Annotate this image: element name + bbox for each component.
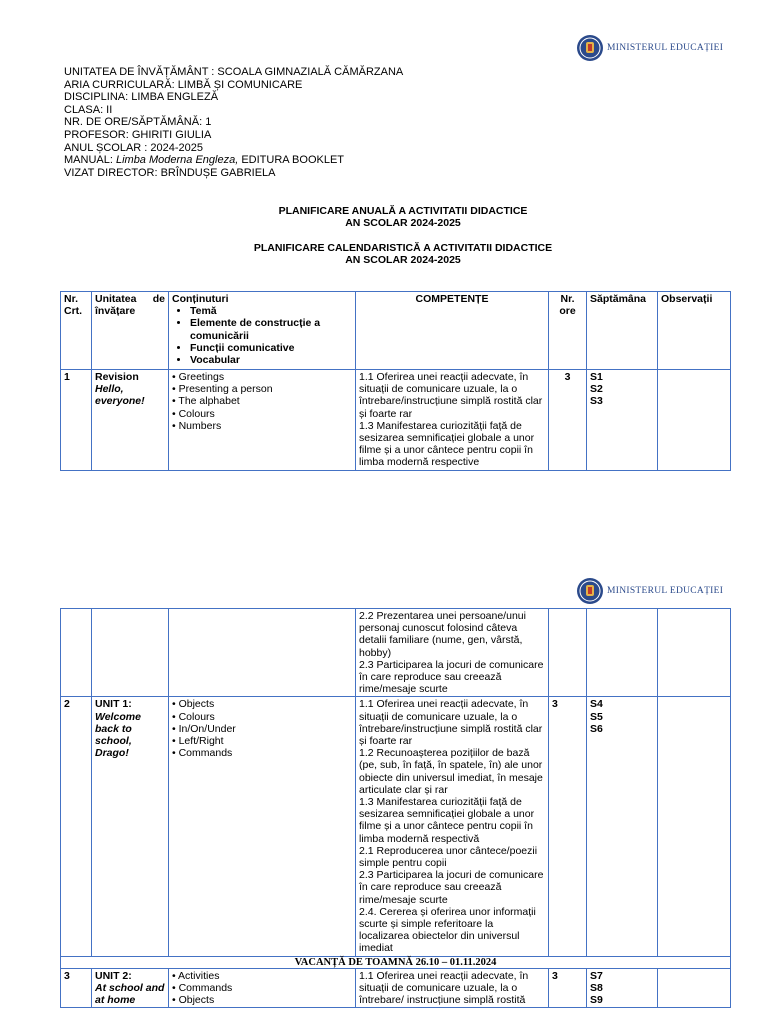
header-line-hours: NR. DE ORE/SĂPTĂMÂNĂ: 1 [64,116,212,129]
row-weeks [587,968,658,1008]
week-item: S7 [590,969,603,982]
content-type-item: • Elemente de construcție a comunicării [190,317,352,341]
manual-title: Limba Moderna Engleza, [115,154,239,167]
week-item: S6 [590,722,603,735]
week-item: S4 [590,698,603,711]
manual-prefix: MANUAL: [64,154,116,167]
row-notes [658,370,731,471]
header-line-director: VIZAT DIRECTOR: BRÎNDUȘE GABRIELA [64,166,276,179]
col-header-unit: Unitatea de învățare [92,292,169,370]
content-type-item: • Vocabular [190,354,352,366]
planning-table-page1 [60,291,731,471]
row-unit [92,697,169,956]
ministry-logo [576,577,723,605]
content-item: • Commands [172,982,352,994]
table-row [61,968,731,1008]
header-line-area: ARIA CURRICULARĂ: LIMBĂ ȘI COMUNICARE [64,78,303,91]
header-line-discipline: DISCIPLINA: LIMBA ENGLEZĂ [64,91,219,104]
content-item: • In/On/Under [172,723,352,735]
week-item: S9 [590,994,603,1007]
table-row [61,697,731,956]
unit-title: UNIT 2: [95,969,132,982]
header-line-manual [64,154,403,167]
row-notes [658,697,731,956]
row-hours: 3 [549,697,587,956]
row-hours: 3 [549,370,587,471]
ministry-crest-icon [576,34,604,62]
vacation-label: VACANȚĂ DE TOAMNĂ 26.10 – 01.11.2024 [61,956,731,968]
col-header-nr: Nr. Crt. [61,292,92,370]
calendar-title: PLANIFICARE CALENDARISTICĂ A ACTIVITATII DIDACTICE [253,242,553,254]
col-header-notes: Observații [658,292,731,370]
row-hours [549,609,587,697]
row-notes [658,609,731,697]
col-header-content [169,292,356,370]
planning-table-page2 [60,608,731,1008]
annual-title: PLANIFICARE ANUALĂ A ACTIVITATII DIDACTICE [278,205,528,217]
row-contents [169,370,356,471]
col-header-competences: COMPETENȚE [356,292,549,370]
unit-name: Hello, everyone! [95,383,145,408]
row-nr [61,609,92,697]
row-contents [169,968,356,1008]
ministry-crest-icon [576,577,604,605]
row-nr: 1 [61,370,92,471]
col-header-week: Săptămâna [587,292,658,370]
row-weeks [587,609,658,697]
manual-suffix: EDITURA BOOKLET [238,154,345,167]
table-row [61,609,731,697]
content-item: • Greetings [172,371,352,383]
unit-title: UNIT 1: [95,698,132,711]
row-nr: 3 [61,968,92,1008]
content-item: • Left/Right [172,735,352,747]
row-competences: 1.1 Oferirea unei reacții adecvate, în situații de comunicare uzuale, la o întrebare/instrucțiune simplă rostită clar și foarte rar 1.2 Recunoașterea pozițiilor de bază (pe, sub, în față, în spatele, în) ale unor obiecte din universul imediat, în mesaje articulate clar și rar 1.3 Manifestarea curiozității față de sesizarea semnificației globale a unor filme și a unor cântece pentru copii în limba modernă respectivă 2.1 Reproducerea unor cântece/poezii simple pentru copii 2.3 Participarea la jocuri de comunicare în care reproduce sau creează rime/mesaje scurte 2.4. Cererea și oferirea unor informații scurte și simple referitoare la localizarea obiectelor din universul imediat [356,697,549,956]
header-line-school: UNITATEA DE ÎNVĂȚĂMÂNT : SCOALA GIMNAZIALĂ CĂMĂRZANA [64,66,404,78]
header-line-class: CLASA: II [64,103,113,116]
ministry-logo-text: MINISTERUL EDUCAȚIEI [607,586,724,596]
unit-name: Welcome back to school, Drago! [95,710,141,760]
content-types-list [172,305,352,366]
row-hours: 3 [549,968,587,1008]
row-contents [169,697,356,956]
row-competences: 1.1 Oferirea unei reacții adecvate, în situații de comunicare uzuale, la o întrebare/instrucțiune simplă rostită clar și foarte rar 1.3 Manifestarea curiozității față de sesizarea semnificației globale a unor filme și a unor cântece pentru copii în limba modernă respective [356,370,549,471]
content-item: • Numbers [172,420,352,432]
content-type-item: • Funcții comunicative [190,342,352,354]
content-item: • Objects [172,994,352,1006]
content-item: • Presenting a person [172,383,352,395]
table-header-row [61,292,731,370]
vacation-row [61,956,731,968]
row-unit [92,370,169,471]
week-item: S5 [590,710,603,723]
content-header-label: Conținuturi [172,293,229,305]
ministry-logo [576,34,723,62]
annual-year: AN SCOLAR 2024-2025 [345,217,461,229]
row-contents [169,609,356,697]
document-header [64,66,403,179]
header-line-teacher: PROFESOR: GHIRITI GIULIA [64,128,212,141]
week-item: S2 [590,383,603,396]
calendar-title-block [64,242,742,266]
unit-name: At school and at home [95,981,165,1007]
row-weeks [587,697,658,956]
content-item: • Commands [172,747,352,759]
row-unit [92,968,169,1008]
row-unit [92,609,169,697]
row-weeks [587,370,658,471]
content-item: • Colours [172,408,352,420]
content-item: • The alphabet [172,395,352,407]
table-row [61,370,731,471]
week-item: S8 [590,981,603,994]
unit-title: Revision [95,371,139,383]
col-header-hours: Nr. ore [549,292,587,370]
ministry-logo-text: MINISTERUL EDUCAȚIEI [607,43,724,53]
row-competences: 2.2 Prezentarea unei persoane/unui personaj cunoscut folosind câteva detalii familiare (nume, gen, vârstă, hobby) 2.3 Participarea la jocuri de comunicare în care reproduce sau creează rime/mesaje scurte [356,609,549,697]
row-competences: 1.1 Oferirea unei reacții adecvate, în situații de comunicare uzuale, la o întrebare/ instrucțiune simplă rostită [356,968,549,1008]
content-item: • Objects [172,698,352,710]
row-notes [658,968,731,1008]
annual-title-block [64,205,742,229]
content-item: • Colours [172,711,352,723]
week-item: S1 [590,371,603,383]
row-nr: 2 [61,697,92,956]
content-item: • Activities [172,970,352,982]
content-type-item: • Temă [190,305,352,317]
calendar-year: AN SCOLAR 2024-2025 [345,254,461,266]
week-item: S3 [590,395,603,408]
header-line-year: ANUL ȘCOLAR : 2024-2025 [64,141,203,154]
